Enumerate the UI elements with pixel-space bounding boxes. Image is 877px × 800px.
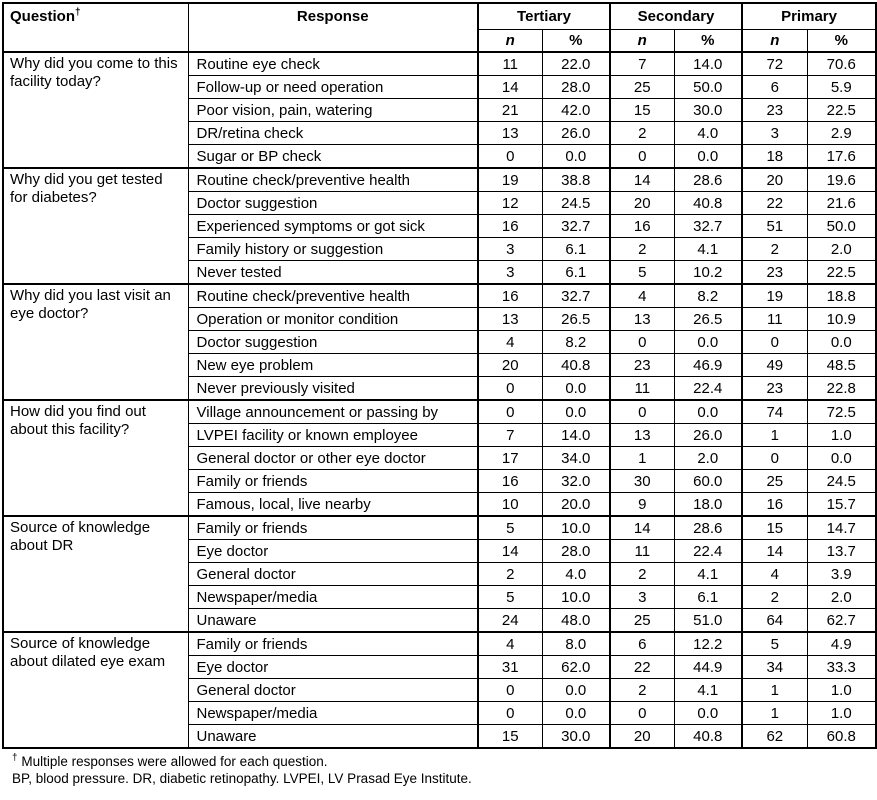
tertiary-pct-cell: 10.0 — [542, 586, 610, 609]
tertiary-n-cell: 20 — [478, 354, 542, 377]
question-cell: Source of knowledge about DR — [3, 516, 188, 632]
tertiary-n-cell: 31 — [478, 656, 542, 679]
tertiary-n-cell: 16 — [478, 470, 542, 493]
question-cell: How did you find out about this facility? — [3, 400, 188, 516]
response-cell: Family history or suggestion — [188, 238, 478, 261]
tertiary-n-cell: 0 — [478, 400, 542, 424]
secondary-n-cell: 2 — [610, 563, 674, 586]
secondary-n-cell: 14 — [610, 168, 674, 192]
tertiary-pct-cell: 28.0 — [542, 540, 610, 563]
primary-pct-cell: 33.3 — [807, 656, 876, 679]
tertiary-pct-cell: 22.0 — [542, 52, 610, 76]
secondary-pct-cell: 4.1 — [674, 679, 742, 702]
secondary-n-cell: 5 — [610, 261, 674, 285]
secondary-n-cell: 14 — [610, 516, 674, 540]
tertiary-pct-cell: 8.2 — [542, 331, 610, 354]
response-cell: Experienced symptoms or got sick — [188, 215, 478, 238]
primary-n-cell: 64 — [742, 609, 807, 633]
tertiary-n-cell: 3 — [478, 261, 542, 285]
response-cell: LVPEI facility or known employee — [188, 424, 478, 447]
table-row — [3, 284, 876, 308]
primary-pct-cell: 0.0 — [807, 331, 876, 354]
question-cell: Why did you get tested for diabetes? — [3, 168, 188, 284]
secondary-n-cell: 13 — [610, 424, 674, 447]
survey-table — [2, 2, 877, 749]
secondary-n-cell: 3 — [610, 586, 674, 609]
secondary-n-cell: 2 — [610, 238, 674, 261]
tertiary-pct-cell: 28.0 — [542, 76, 610, 99]
tertiary-pct-cell: 6.1 — [542, 261, 610, 285]
table-body — [3, 52, 876, 748]
primary-pct-cell: 62.7 — [807, 609, 876, 633]
secondary-n-cell: 25 — [610, 76, 674, 99]
tertiary-n-cell: 11 — [478, 52, 542, 76]
footnote-abbreviations: BP, blood pressure. DR, diabetic retinopathy. LVPEI, LV Prasad Eye Institute. — [12, 770, 472, 786]
tertiary-n-cell: 17 — [478, 447, 542, 470]
secondary-n-cell: 20 — [610, 192, 674, 215]
primary-n-cell: 72 — [742, 52, 807, 76]
primary-pct-cell: 0.0 — [807, 447, 876, 470]
secondary-n-cell: 0 — [610, 702, 674, 725]
tertiary-pct-cell: 14.0 — [542, 424, 610, 447]
secondary-n-cell: 11 — [610, 540, 674, 563]
primary-n-cell: 15 — [742, 516, 807, 540]
tertiary-n-cell: 16 — [478, 215, 542, 238]
column-header-tertiary: Tertiary — [478, 3, 610, 30]
primary-pct-cell: 21.6 — [807, 192, 876, 215]
tertiary-n-cell: 12 — [478, 192, 542, 215]
secondary-pct-cell: 32.7 — [674, 215, 742, 238]
column-header-response: Response — [188, 3, 478, 52]
tertiary-n-cell: 14 — [478, 76, 542, 99]
secondary-n-cell: 16 — [610, 215, 674, 238]
secondary-pct-cell: 0.0 — [674, 145, 742, 169]
primary-pct-cell: 2.0 — [807, 238, 876, 261]
tertiary-n-cell: 4 — [478, 331, 542, 354]
secondary-n-cell: 23 — [610, 354, 674, 377]
secondary-pct-cell: 46.9 — [674, 354, 742, 377]
tertiary-pct-cell: 0.0 — [542, 679, 610, 702]
response-cell: Follow-up or need operation — [188, 76, 478, 99]
secondary-pct-cell: 0.0 — [674, 400, 742, 424]
response-cell: DR/retina check — [188, 122, 478, 145]
primary-n-cell: 2 — [742, 238, 807, 261]
tertiary-pct-cell: 30.0 — [542, 725, 610, 749]
secondary-n-cell: 13 — [610, 308, 674, 331]
secondary-pct-cell: 44.9 — [674, 656, 742, 679]
secondary-pct-cell: 26.0 — [674, 424, 742, 447]
tertiary-pct-cell: 26.0 — [542, 122, 610, 145]
primary-pct-cell: 72.5 — [807, 400, 876, 424]
primary-n-cell: 16 — [742, 493, 807, 517]
column-header-question — [3, 3, 188, 52]
primary-pct-cell: 1.0 — [807, 424, 876, 447]
primary-n-cell: 23 — [742, 261, 807, 285]
secondary-pct-cell: 0.0 — [674, 331, 742, 354]
primary-n-header: n — [742, 30, 807, 53]
secondary-pct-cell: 26.5 — [674, 308, 742, 331]
secondary-pct-cell: 22.4 — [674, 377, 742, 401]
secondary-n-cell: 6 — [610, 632, 674, 656]
response-cell: General doctor or other eye doctor — [188, 447, 478, 470]
response-cell: Unaware — [188, 609, 478, 633]
secondary-pct-cell: 40.8 — [674, 192, 742, 215]
primary-n-cell: 23 — [742, 377, 807, 401]
tertiary-pct-cell: 32.7 — [542, 284, 610, 308]
primary-n-cell: 0 — [742, 447, 807, 470]
question-cell: Source of knowledge about dilated eye exam — [3, 632, 188, 748]
primary-n-cell: 4 — [742, 563, 807, 586]
tertiary-pct-cell: 20.0 — [542, 493, 610, 517]
tertiary-n-cell: 5 — [478, 516, 542, 540]
primary-pct-cell: 60.8 — [807, 725, 876, 749]
primary-pct-cell: 22.8 — [807, 377, 876, 401]
tertiary-n-cell: 7 — [478, 424, 542, 447]
tertiary-pct-cell: 32.7 — [542, 215, 610, 238]
secondary-n-cell: 2 — [610, 679, 674, 702]
tertiary-pct-cell: 0.0 — [542, 145, 610, 169]
table-header — [3, 3, 876, 52]
footnote-dagger-mark: † — [12, 752, 18, 764]
response-cell: Eye doctor — [188, 656, 478, 679]
response-cell: New eye problem — [188, 354, 478, 377]
secondary-n-cell: 9 — [610, 493, 674, 517]
secondary-pct-cell: 10.2 — [674, 261, 742, 285]
tertiary-n-cell: 0 — [478, 679, 542, 702]
tertiary-n-cell: 21 — [478, 99, 542, 122]
tertiary-pct-cell: 38.8 — [542, 168, 610, 192]
tertiary-n-cell: 13 — [478, 308, 542, 331]
primary-n-cell: 34 — [742, 656, 807, 679]
primary-n-cell: 25 — [742, 470, 807, 493]
response-cell: Family or friends — [188, 470, 478, 493]
response-cell: Doctor suggestion — [188, 331, 478, 354]
secondary-n-cell: 1 — [610, 447, 674, 470]
tertiary-n-cell: 0 — [478, 377, 542, 401]
secondary-n-cell: 25 — [610, 609, 674, 633]
secondary-n-header: n — [610, 30, 674, 53]
secondary-pct-cell: 6.1 — [674, 586, 742, 609]
header-row-groups — [3, 3, 876, 30]
tertiary-n-cell: 0 — [478, 145, 542, 169]
tertiary-pct-cell: 62.0 — [542, 656, 610, 679]
primary-n-cell: 2 — [742, 586, 807, 609]
primary-pct-cell: 24.5 — [807, 470, 876, 493]
secondary-pct-cell: 60.0 — [674, 470, 742, 493]
tertiary-n-cell: 16 — [478, 284, 542, 308]
response-cell: Never previously visited — [188, 377, 478, 401]
secondary-n-cell: 11 — [610, 377, 674, 401]
primary-pct-cell: 22.5 — [807, 261, 876, 285]
footnotes — [2, 749, 875, 788]
secondary-n-cell: 0 — [610, 400, 674, 424]
question-cell: Why did you come to this facility today? — [3, 52, 188, 168]
response-cell: Family or friends — [188, 516, 478, 540]
primary-pct-cell: 19.6 — [807, 168, 876, 192]
tertiary-pct-cell: 8.0 — [542, 632, 610, 656]
tertiary-pct-cell: 4.0 — [542, 563, 610, 586]
response-cell: General doctor — [188, 563, 478, 586]
tertiary-pct-cell: 0.0 — [542, 702, 610, 725]
primary-n-cell: 49 — [742, 354, 807, 377]
secondary-n-cell: 0 — [610, 331, 674, 354]
table-row — [3, 400, 876, 424]
response-cell: Unaware — [188, 725, 478, 749]
primary-n-cell: 6 — [742, 76, 807, 99]
secondary-pct-cell: 14.0 — [674, 52, 742, 76]
tertiary-pct-cell: 0.0 — [542, 377, 610, 401]
primary-n-cell: 23 — [742, 99, 807, 122]
primary-pct-cell: 18.8 — [807, 284, 876, 308]
tertiary-n-cell: 24 — [478, 609, 542, 633]
tertiary-pct-cell: 40.8 — [542, 354, 610, 377]
secondary-pct-cell: 4.0 — [674, 122, 742, 145]
primary-n-cell: 5 — [742, 632, 807, 656]
tertiary-pct-cell: 10.0 — [542, 516, 610, 540]
table-row — [3, 52, 876, 76]
tertiary-n-cell: 4 — [478, 632, 542, 656]
primary-pct-cell: 10.9 — [807, 308, 876, 331]
secondary-pct-cell: 40.8 — [674, 725, 742, 749]
primary-n-cell: 14 — [742, 540, 807, 563]
primary-n-cell: 1 — [742, 424, 807, 447]
tertiary-pct-cell: 42.0 — [542, 99, 610, 122]
primary-n-cell: 11 — [742, 308, 807, 331]
tertiary-n-cell: 19 — [478, 168, 542, 192]
primary-n-cell: 1 — [742, 702, 807, 725]
tertiary-pct-cell: 26.5 — [542, 308, 610, 331]
tertiary-pct-cell: 34.0 — [542, 447, 610, 470]
tertiary-n-header: n — [478, 30, 542, 53]
response-cell: Famous, local, live nearby — [188, 493, 478, 517]
tertiary-pct-header: % — [542, 30, 610, 53]
secondary-pct-cell: 22.4 — [674, 540, 742, 563]
secondary-n-cell: 2 — [610, 122, 674, 145]
tertiary-n-cell: 5 — [478, 586, 542, 609]
primary-n-cell: 51 — [742, 215, 807, 238]
response-cell: Never tested — [188, 261, 478, 285]
response-cell: Newspaper/media — [188, 702, 478, 725]
primary-pct-cell: 1.0 — [807, 679, 876, 702]
secondary-n-cell: 7 — [610, 52, 674, 76]
primary-pct-cell: 3.9 — [807, 563, 876, 586]
tertiary-n-cell: 13 — [478, 122, 542, 145]
secondary-pct-cell: 8.2 — [674, 284, 742, 308]
secondary-n-cell: 0 — [610, 145, 674, 169]
response-cell: Poor vision, pain, watering — [188, 99, 478, 122]
primary-n-cell: 1 — [742, 679, 807, 702]
response-cell: Doctor suggestion — [188, 192, 478, 215]
secondary-pct-cell: 2.0 — [674, 447, 742, 470]
primary-n-cell: 20 — [742, 168, 807, 192]
response-cell: General doctor — [188, 679, 478, 702]
tertiary-pct-cell: 24.5 — [542, 192, 610, 215]
secondary-pct-header: % — [674, 30, 742, 53]
primary-pct-header: % — [807, 30, 876, 53]
response-cell: Village announcement or passing by — [188, 400, 478, 424]
primary-n-cell: 22 — [742, 192, 807, 215]
secondary-pct-cell: 50.0 — [674, 76, 742, 99]
response-cell: Routine eye check — [188, 52, 478, 76]
response-cell: Routine check/preventive health — [188, 168, 478, 192]
tertiary-pct-cell: 48.0 — [542, 609, 610, 633]
secondary-pct-cell: 51.0 — [674, 609, 742, 633]
dagger-mark: † — [75, 7, 81, 18]
column-header-primary: Primary — [742, 3, 876, 30]
primary-pct-cell: 1.0 — [807, 702, 876, 725]
primary-n-cell: 62 — [742, 725, 807, 749]
primary-pct-cell: 2.0 — [807, 586, 876, 609]
table-row — [3, 632, 876, 656]
tertiary-n-cell: 0 — [478, 702, 542, 725]
response-cell: Family or friends — [188, 632, 478, 656]
primary-n-cell: 19 — [742, 284, 807, 308]
primary-pct-cell: 14.7 — [807, 516, 876, 540]
secondary-n-cell: 20 — [610, 725, 674, 749]
secondary-pct-cell: 0.0 — [674, 702, 742, 725]
tertiary-pct-cell: 32.0 — [542, 470, 610, 493]
response-cell: Sugar or BP check — [188, 145, 478, 169]
tertiary-n-cell: 15 — [478, 725, 542, 749]
secondary-n-cell: 22 — [610, 656, 674, 679]
primary-pct-cell: 15.7 — [807, 493, 876, 517]
question-cell: Why did you last visit an eye doctor? — [3, 284, 188, 400]
tertiary-n-cell: 2 — [478, 563, 542, 586]
primary-pct-cell: 22.5 — [807, 99, 876, 122]
primary-pct-cell: 13.7 — [807, 540, 876, 563]
secondary-pct-cell: 4.1 — [674, 563, 742, 586]
response-cell: Routine check/preventive health — [188, 284, 478, 308]
secondary-pct-cell: 4.1 — [674, 238, 742, 261]
secondary-pct-cell: 12.2 — [674, 632, 742, 656]
secondary-pct-cell: 28.6 — [674, 516, 742, 540]
table-row — [3, 168, 876, 192]
primary-pct-cell: 70.6 — [807, 52, 876, 76]
response-cell: Operation or monitor condition — [188, 308, 478, 331]
primary-n-cell: 74 — [742, 400, 807, 424]
primary-pct-cell: 50.0 — [807, 215, 876, 238]
tertiary-n-cell: 10 — [478, 493, 542, 517]
secondary-pct-cell: 28.6 — [674, 168, 742, 192]
tertiary-pct-cell: 0.0 — [542, 400, 610, 424]
secondary-n-cell: 30 — [610, 470, 674, 493]
response-cell: Newspaper/media — [188, 586, 478, 609]
secondary-pct-cell: 30.0 — [674, 99, 742, 122]
tertiary-n-cell: 14 — [478, 540, 542, 563]
primary-n-cell: 18 — [742, 145, 807, 169]
secondary-n-cell: 15 — [610, 99, 674, 122]
footnote-line1-text: Multiple responses were allowed for each question. — [21, 754, 328, 769]
primary-pct-cell: 17.6 — [807, 145, 876, 169]
response-cell: Eye doctor — [188, 540, 478, 563]
table-row — [3, 516, 876, 540]
tertiary-pct-cell: 6.1 — [542, 238, 610, 261]
footnote-multiple-responses — [12, 754, 875, 771]
column-header-secondary: Secondary — [610, 3, 742, 30]
tertiary-n-cell: 3 — [478, 238, 542, 261]
secondary-n-cell: 4 — [610, 284, 674, 308]
primary-pct-cell: 5.9 — [807, 76, 876, 99]
primary-n-cell: 3 — [742, 122, 807, 145]
primary-pct-cell: 48.5 — [807, 354, 876, 377]
primary-n-cell: 0 — [742, 331, 807, 354]
primary-pct-cell: 2.9 — [807, 122, 876, 145]
secondary-pct-cell: 18.0 — [674, 493, 742, 517]
question-header-label: Question — [10, 8, 76, 25]
primary-pct-cell: 4.9 — [807, 632, 876, 656]
